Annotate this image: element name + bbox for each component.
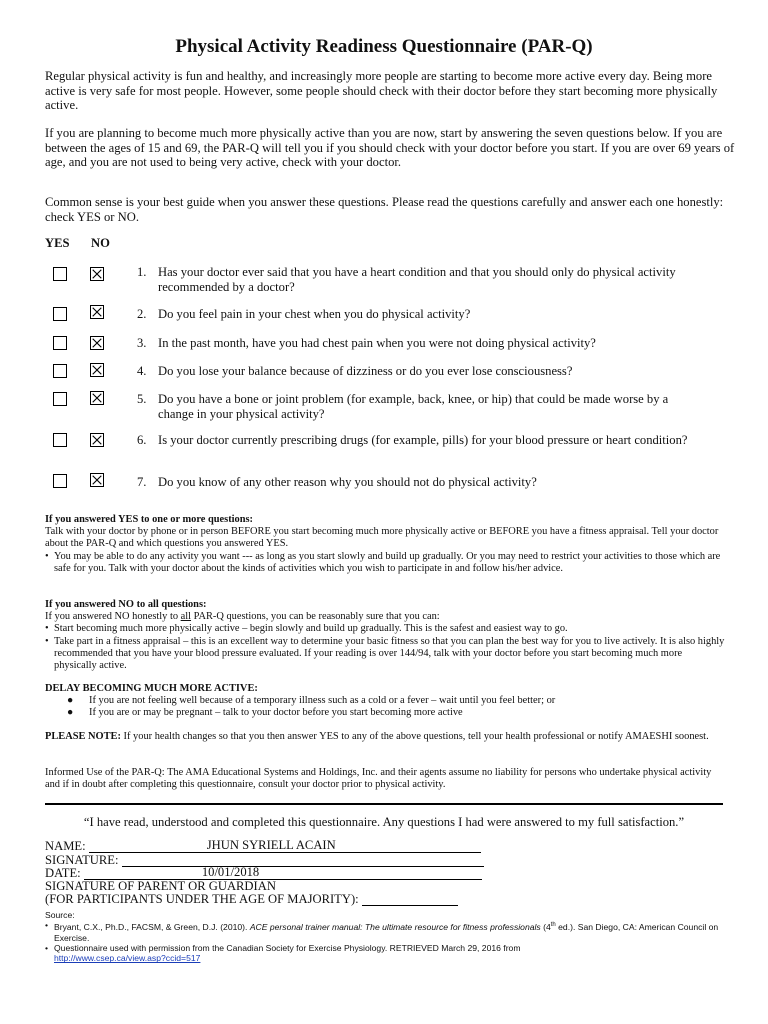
no-checkbox-checked[interactable] bbox=[90, 363, 104, 377]
name-label: NAME: bbox=[45, 839, 86, 853]
delay-section bbox=[45, 683, 725, 720]
question-text: Do you have a bone or joint problem (for example, back, knee, or hip) that could be made worse by a change in your physical activity? bbox=[158, 392, 669, 421]
please-note-label: PLEASE NOTE: bbox=[45, 731, 121, 742]
yes-checkbox[interactable] bbox=[53, 307, 67, 321]
intro-paragraph-1: Regular physical activity is fun and healthy, and increasingly more people are starting to become more active every day. Being more active is very safe for most people. However, some people should check with their doctor before they start becoming more physically active. bbox=[45, 69, 718, 112]
source-section bbox=[45, 910, 735, 964]
guardian-field bbox=[45, 893, 458, 906]
delay-section-bullet: ● If you are or may be pregnant – talk to your doctor before you start becoming more active bbox=[67, 707, 463, 719]
check-x-icon bbox=[91, 306, 103, 318]
yes-checkbox[interactable] bbox=[53, 364, 67, 378]
name-field bbox=[45, 840, 481, 853]
question-number: 4. bbox=[137, 364, 147, 378]
check-x-icon bbox=[91, 392, 103, 404]
check-x-icon bbox=[91, 268, 103, 280]
informed-use: Informed Use of the PAR-Q: The AMA Educational Systems and Holdings, Inc. and their agents assume no liability for persons who undertake physical activity and if in doubt after completing this questionnaire, consult your doctor prior to physical activity. bbox=[45, 767, 712, 791]
signature-input-line[interactable] bbox=[122, 854, 484, 867]
no-checkbox-checked[interactable] bbox=[90, 473, 104, 487]
question-number: 2. bbox=[137, 307, 147, 321]
please-note-text: If your health changes so that you then answer YES to any of the above questions, tell your health professional or notify AMAESHI soonest. bbox=[120, 731, 709, 742]
no-checkbox-checked[interactable] bbox=[90, 433, 104, 447]
no-checkbox-checked[interactable] bbox=[90, 391, 104, 405]
intro-paragraph-2: If you are planning to become much more physically active than you are now, start by answering the seven questions below. If you are between the ages of 15 and 69, the PAR-Q will tell you if you should check with your doctor before you start. If you are over 69 years of age, and you are not used to being very active, check with your doctor. bbox=[45, 126, 735, 169]
guardian-label-line1: SIGNATURE OF PARENT OR GUARDIAN bbox=[45, 879, 276, 893]
delay-section-bullet: ● If you are not feeling well because of a temporary illness such as a cold or a fever – wait until you feel better; or bbox=[67, 695, 556, 707]
bullet-icon: • bbox=[45, 635, 49, 647]
no-checkbox-checked[interactable] bbox=[90, 267, 104, 281]
check-x-icon bbox=[91, 364, 103, 376]
bullet-icon: ● bbox=[67, 707, 74, 719]
no-section-bullet: • Take part in a fitness appraisal – this is an excellent way to determine your basic fitness so that you can plan the best way for you to live actively. It is also highly recommended that you have your blood pressure evaluated. If your reading is over 144/94, talk with your doctor before you start becoming much more physically active. bbox=[45, 635, 725, 672]
question-text: Do you know of any other reason why you should not do physical activity? bbox=[158, 475, 537, 489]
signature-field bbox=[45, 854, 484, 867]
guardian-label: (FOR PARTICIPANTS UNDER THE AGE OF MAJORITY): bbox=[45, 892, 359, 906]
name-value: JHUN SYRIELL ACAIN bbox=[206, 838, 336, 852]
source-heading: Source: bbox=[45, 910, 75, 920]
question-number: 5. bbox=[137, 392, 147, 406]
declaration-statement: “I have read, understood and completed this questionnaire. Any questions I had were answered to my full satisfaction.” bbox=[83, 815, 685, 829]
question-text: Is your doctor currently prescribing drugs (for example, pills) for your blood pressure or heart condition? bbox=[158, 433, 688, 447]
intro-paragraph-3: Common sense is your best guide when you answer these questions. Please read the questions carefully and answer each one honestly: check YES or NO. bbox=[45, 195, 724, 224]
date-value: 10/01/2018 bbox=[201, 865, 260, 879]
bullet-icon: • bbox=[45, 623, 49, 635]
question-text: Has your doctor ever said that you have a heart condition and that you should only do physical activity recommended by a doctor? bbox=[158, 265, 676, 294]
check-x-icon bbox=[91, 337, 103, 349]
yes-checkbox[interactable] bbox=[53, 433, 67, 447]
source-reference-1: • Bryant, C.X., Ph.D., FACSM, & Green, D.J. (2010). ACE personal trainer manual: The ultimate resource for fitness professionals (4th ed.). San Diego, CA: American Council on Exercise. bbox=[45, 920, 719, 943]
signature-label: SIGNATURE: bbox=[45, 853, 119, 867]
bullet-icon: ● bbox=[67, 695, 74, 707]
csep-link[interactable]: http://www.csep.ca/view.asp?ccid=517 bbox=[54, 953, 201, 964]
name-input-line[interactable] bbox=[89, 840, 481, 853]
guardian-signature-line[interactable] bbox=[362, 893, 458, 906]
question-number: 3. bbox=[137, 336, 147, 350]
delay-section-heading: DELAY BECOMING MUCH MORE ACTIVE: bbox=[45, 683, 258, 694]
no-column-header: NO bbox=[91, 236, 110, 250]
no-section-bullet: • Start becoming much more physically active – begin slowly and build up gradually. This is the safest and easiest way to go. bbox=[45, 623, 568, 635]
page-title: Physical Activity Readiness Questionnaire (PAR-Q) bbox=[175, 36, 593, 57]
yes-column-header: YES bbox=[45, 236, 70, 250]
yes-checkbox[interactable] bbox=[53, 474, 67, 488]
yes-section-bullet: • You may be able to do any activity you want --- as long as you start slowly and build up gradually. Or you may need to restrict your activities to those which are safe for you. Talk with your doctor about the kinds of activities which you wish to participate in and follow his/her advice. bbox=[45, 550, 721, 574]
date-label: DATE: bbox=[45, 866, 81, 880]
no-checkbox-checked[interactable] bbox=[90, 305, 104, 319]
please-note bbox=[45, 731, 725, 743]
check-x-icon bbox=[91, 474, 103, 486]
source-reference-2: • Questionnaire used with permission from the Canadian Society for Exercise Physiology. RETRIEVED March 29, 2016 from http://www.csep.ca/view.asp?ccid=517 bbox=[45, 943, 521, 964]
check-x-icon bbox=[91, 434, 103, 446]
no-answer-section bbox=[45, 599, 725, 672]
bullet-icon: • bbox=[45, 920, 49, 931]
no-checkbox-checked[interactable] bbox=[90, 336, 104, 350]
yes-section-heading: If you answered YES to one or more questions: bbox=[45, 514, 254, 525]
bullet-icon: • bbox=[45, 550, 49, 562]
no-section-heading: If you answered NO to all questions: bbox=[45, 599, 207, 610]
question-number: 1. bbox=[137, 265, 147, 279]
question-text: Do you lose your balance because of dizziness or do you ever lose consciousness? bbox=[158, 364, 573, 378]
yes-answer-section bbox=[45, 514, 725, 575]
question-text: Do you feel pain in your chest when you do physical activity? bbox=[158, 307, 471, 321]
question-text: In the past month, have you had chest pain when you were not doing physical activity? bbox=[158, 336, 596, 350]
divider-rule bbox=[45, 803, 723, 805]
yes-checkbox[interactable] bbox=[53, 336, 67, 350]
yes-checkbox[interactable] bbox=[53, 267, 67, 281]
yes-section-text: Talk with your doctor by phone or in person BEFORE you start becoming much more physically active or BEFORE you have a fitness appraisal. Tell your doctor about the PAR-Q and which questions you answered YES. bbox=[45, 526, 719, 550]
bullet-icon: • bbox=[45, 943, 49, 954]
question-number: 7. bbox=[137, 475, 147, 489]
yes-checkbox[interactable] bbox=[53, 392, 67, 406]
question-number: 6. bbox=[137, 433, 147, 447]
no-section-text: If you answered NO honestly to all PAR-Q questions, you can be reasonably sure that you can: bbox=[45, 611, 440, 623]
